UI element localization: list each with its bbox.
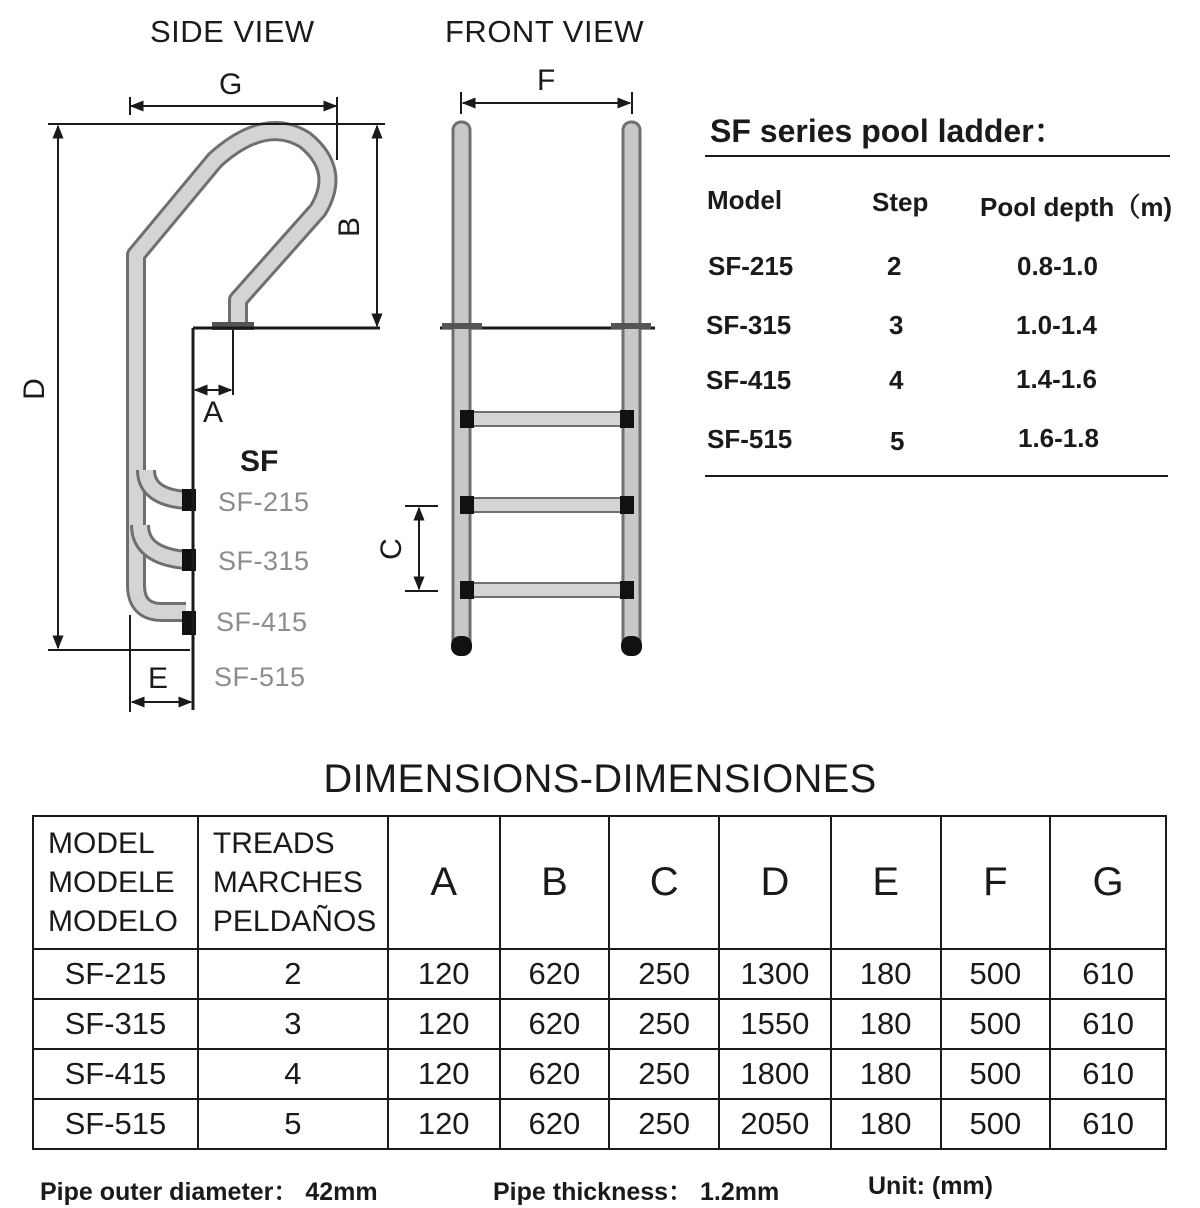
series-row-depth: 1.0-1.4 — [1016, 310, 1097, 340]
series-row-depth: 1.6-1.8 — [1018, 423, 1099, 453]
cell-b: 620 — [500, 1049, 610, 1099]
cell-d: 1300 — [719, 949, 831, 999]
series-row-depth: 1.4-1.6 — [1016, 364, 1097, 394]
label-c: C — [374, 538, 408, 560]
cell-f: 500 — [941, 1099, 1051, 1149]
cell-c: 250 — [609, 1049, 719, 1099]
cell-model: SF-515 — [33, 1099, 198, 1149]
cell-e: 180 — [831, 999, 941, 1049]
cell-treads: 4 — [198, 1049, 388, 1099]
cell-b: 620 — [500, 949, 610, 999]
label-d: D — [17, 378, 51, 400]
cell-c: 250 — [609, 949, 719, 999]
series-row-step: 3 — [889, 310, 904, 340]
dimensions-title: DIMENSIONS-DIMENSIONES — [323, 757, 877, 801]
cell-g: 610 — [1050, 1049, 1166, 1099]
cell-f: 500 — [941, 949, 1051, 999]
header-d: D — [719, 816, 831, 949]
cell-d: 1800 — [719, 1049, 831, 1099]
header-c: C — [609, 816, 719, 949]
side-model-label: SF-515 — [214, 662, 306, 692]
cell-f: 500 — [941, 999, 1051, 1049]
cell-f: 500 — [941, 1049, 1051, 1099]
header-model: MODEL MODELE MODELO — [33, 816, 198, 949]
series-top-rule — [705, 155, 1170, 157]
front-view-ladder — [442, 122, 651, 656]
side-model-label: SF-315 — [218, 546, 310, 576]
series-row-step: 2 — [887, 251, 902, 281]
series-row-model: SF-215 — [708, 251, 794, 281]
side-view-title: SIDE VIEW — [150, 14, 315, 49]
cell-g: 610 — [1050, 999, 1166, 1049]
series-row-step: 5 — [890, 426, 905, 456]
dimensions-table — [32, 815, 1167, 1150]
cell-a: 120 — [388, 1049, 500, 1099]
table-row — [33, 999, 1166, 1049]
cell-model: SF-415 — [33, 1049, 198, 1099]
header-f: F — [941, 816, 1051, 949]
cell-c: 250 — [609, 999, 719, 1049]
series-row-model: SF-315 — [706, 310, 792, 340]
cell-d: 1550 — [719, 999, 831, 1049]
series-row-model: SF-515 — [707, 424, 793, 454]
side-model-label: SF-215 — [218, 487, 310, 517]
cell-a: 120 — [388, 949, 500, 999]
series-title: SF series pool ladder： — [710, 113, 1066, 149]
cell-model: SF-215 — [33, 949, 198, 999]
dimension-a-line — [195, 330, 233, 395]
series-header-model: Model — [707, 185, 783, 215]
cell-c: 250 — [609, 1099, 719, 1149]
cell-b: 620 — [500, 999, 610, 1049]
cell-e: 180 — [831, 1049, 941, 1099]
header-e: E — [831, 816, 941, 949]
cell-b: 620 — [500, 1099, 610, 1149]
header-a: A — [388, 816, 500, 949]
cell-a: 120 — [388, 1099, 500, 1149]
cell-treads: 5 — [198, 1099, 388, 1149]
pipe-thickness-note: Pipe thickness： 1.2mm — [493, 1178, 780, 1206]
table-row — [33, 1099, 1166, 1149]
header-g: G — [1050, 816, 1166, 949]
sf-heading: SF — [240, 445, 279, 478]
label-e: E — [148, 662, 169, 695]
series-row-model: SF-415 — [706, 365, 792, 395]
series-header-step: Step — [872, 187, 929, 217]
table-header-row — [33, 816, 1166, 949]
dimension-d-line — [48, 124, 385, 650]
cell-e: 180 — [831, 1099, 941, 1149]
table-row — [33, 949, 1166, 999]
series-row-step: 4 — [889, 365, 904, 395]
front-view-title: FRONT VIEW — [445, 14, 645, 49]
cell-e: 180 — [831, 949, 941, 999]
cell-treads: 3 — [198, 999, 388, 1049]
table-row — [33, 1049, 1166, 1099]
unit-note: Unit: (mm) — [868, 1172, 993, 1200]
label-g: G — [219, 68, 243, 101]
label-b: B — [333, 216, 367, 238]
cell-g: 610 — [1050, 949, 1166, 999]
pipe-diameter-note: Pipe outer diameter： 42mm — [40, 1178, 378, 1206]
cell-d: 2050 — [719, 1099, 831, 1149]
label-a: A — [203, 396, 224, 429]
series-header-depth: Pool depth（m) — [980, 192, 1173, 222]
cell-g: 610 — [1050, 1099, 1166, 1149]
dimension-c-line — [405, 506, 438, 591]
label-f: F — [537, 64, 556, 97]
series-bottom-rule — [705, 475, 1168, 477]
cell-model: SF-315 — [33, 999, 198, 1049]
header-treads: TREADS MARCHES PELDAÑOS — [198, 816, 388, 949]
cell-treads: 2 — [198, 949, 388, 999]
header-b: B — [500, 816, 610, 949]
series-row-depth: 0.8-1.0 — [1017, 251, 1098, 281]
side-model-label: SF-415 — [216, 607, 308, 637]
cell-a: 120 — [388, 999, 500, 1049]
